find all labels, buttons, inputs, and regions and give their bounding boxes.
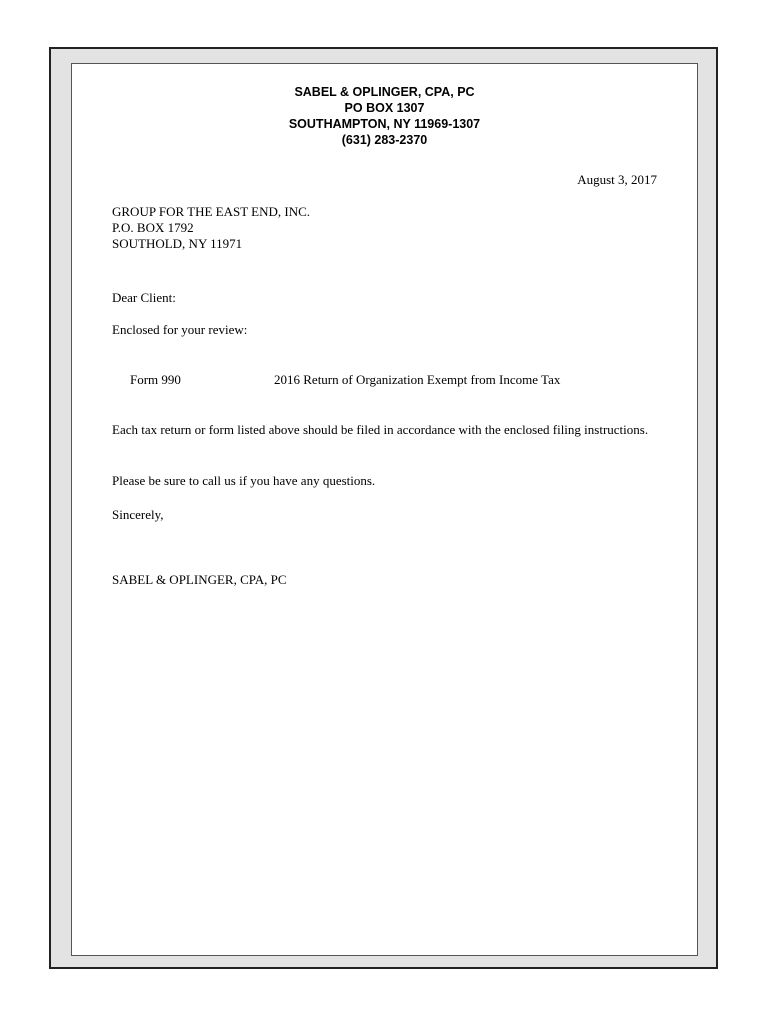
filing-instructions-paragraph: Each tax return or form listed above should be filed in accordance with the enclosed filing instructions.	[112, 422, 649, 437]
salutation: Dear Client:	[112, 290, 176, 305]
recipient-city: SOUTHOLD, NY 11971	[112, 236, 243, 251]
enclosed-intro: Enclosed for your review:	[112, 322, 248, 337]
call-us-paragraph: Please be sure to call us if you have any questions.	[112, 473, 376, 488]
enclosure-description: 2016 Return of Organization Exempt from Income Tax	[274, 372, 561, 387]
closing: Sincerely,	[112, 507, 164, 522]
recipient-box: P.O. BOX 1792	[112, 220, 194, 235]
letterhead-phone: (631) 283-2370	[341, 133, 428, 147]
document-frame	[49, 47, 718, 969]
recipient-address	[112, 204, 310, 252]
signature: SABEL & OPLINGER, CPA, PC	[112, 572, 287, 587]
letterhead	[72, 84, 697, 148]
letterhead-box: PO BOX 1307	[344, 101, 425, 115]
letter-page	[71, 63, 698, 956]
letterhead-city: SOUTHAMPTON, NY 11969-1307	[288, 117, 481, 131]
letterhead-firm: SABEL & OPLINGER, CPA, PC	[294, 85, 475, 99]
letter-date: August 3, 2017	[577, 172, 657, 187]
recipient-name: GROUP FOR THE EAST END, INC.	[112, 204, 311, 219]
enclosure-form: Form 990	[130, 372, 181, 387]
